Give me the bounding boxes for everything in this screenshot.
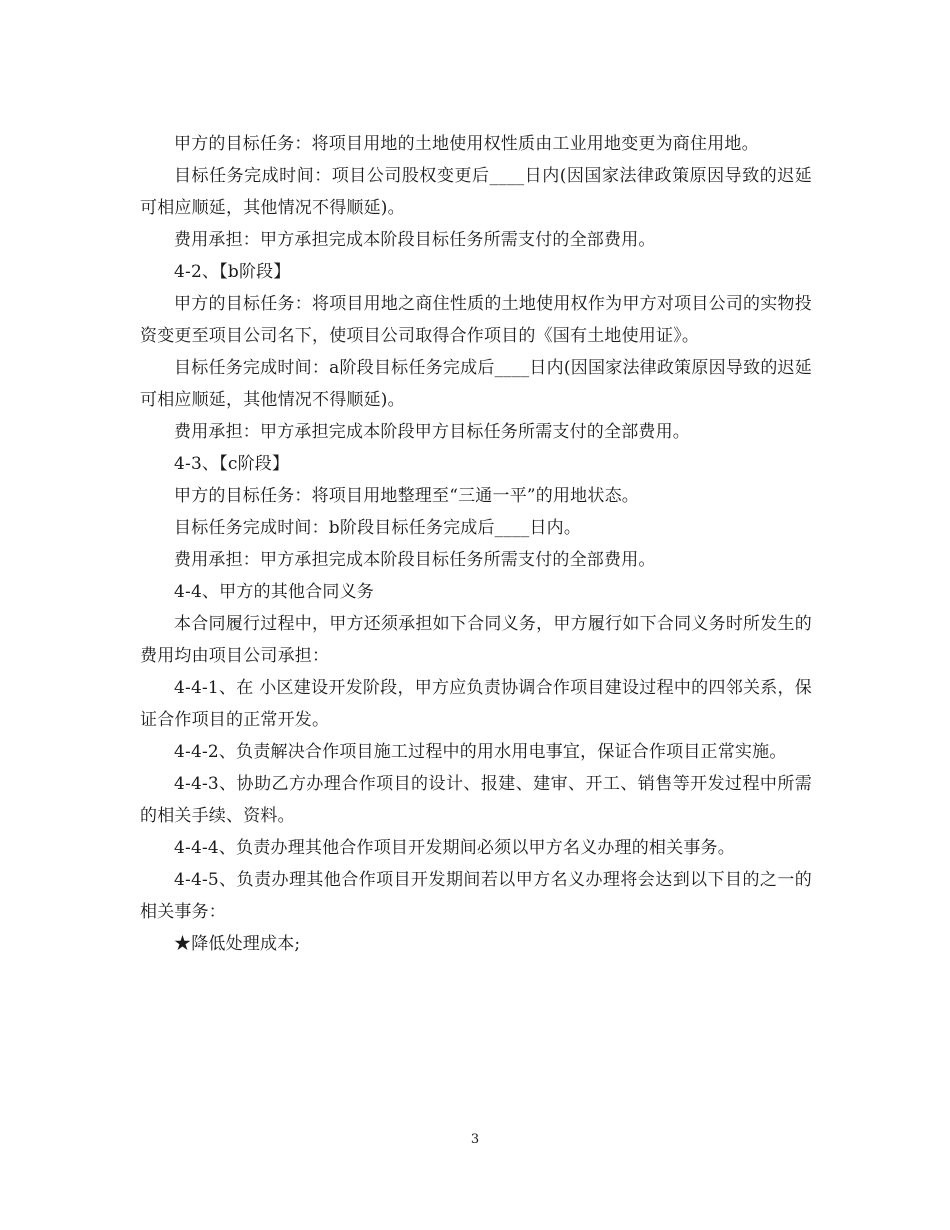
paragraph: 甲方的目标任务：将项目用地之商住性质的土地使用权作为甲方对项目公司的实物投资变更至项目公司名下，使项目公司取得合作项目的《国有土地使用证》。 (140, 294, 812, 346)
paragraph: 目标任务完成时间：b阶段目标任务完成后____日内。 (174, 518, 582, 538)
paragraph: 4-4-2、负责解决合作项目施工过程中的用水用电事宜，保证合作项目正常实施。 (174, 742, 787, 762)
paragraph: 4-4-1、在 小区建设开发阶段，甲方应负责协调合作项目建设过程中的四邻关系，保证合作项目的正常开发。 (140, 678, 812, 730)
paragraph: 费用承担：甲方承担完成本阶段甲方目标任务所需支付的全部费用。 (174, 422, 690, 442)
paragraph: 4-4-5、负责办理其他合作项目开发期间若以甲方名义办理将会达到以下目的之一的相关事务： (140, 870, 812, 922)
paragraph: 费用承担：甲方承担完成本阶段目标任务所需支付的全部费用。 (174, 550, 656, 570)
section-heading: 4-3、【c阶段】 (174, 454, 290, 474)
bullet-item: ★降低处理成本; (174, 934, 301, 954)
paragraph: 本合同履行过程中，甲方还须承担如下合同义务，甲方履行如下合同义务时所发生的费用均由项目公司承担： (140, 614, 812, 666)
paragraph: 目标任务完成时间：a阶段目标任务完成后____日内(因国家法律政策原因导致的迟延可相应顺延，其他情况不得顺延)。 (140, 358, 812, 410)
paragraph: 4-4-3、协助乙方办理合作项目的设计、报建、建审、开工、销售等开发过程中所需的相关手续、资料。 (140, 774, 812, 826)
section-heading: 4-2、【b阶段】 (174, 262, 291, 282)
page-number: 3 (470, 1132, 480, 1147)
document-body (140, 128, 812, 960)
paragraph: 4-4-4、负责办理其他合作项目开发期间必须以甲方名义办理的相关事务。 (174, 838, 735, 858)
paragraph: 费用承担：甲方承担完成本阶段目标任务所需支付的全部费用。 (174, 230, 656, 250)
paragraph: 甲方的目标任务：将项目用地整理至“三通一平”的用地状态。 (174, 486, 639, 506)
paragraph: 目标任务完成时间：项目公司股权变更后____日内(因国家法律政策原因导致的迟延可相应顺延，其他情况不得顺延)。 (140, 166, 812, 218)
paragraph: 甲方的目标任务：将项目用地的土地使用权性质由工业用地变更为商住用地。 (174, 134, 759, 154)
section-heading: 4-4、甲方的其他合同义务 (174, 582, 374, 602)
